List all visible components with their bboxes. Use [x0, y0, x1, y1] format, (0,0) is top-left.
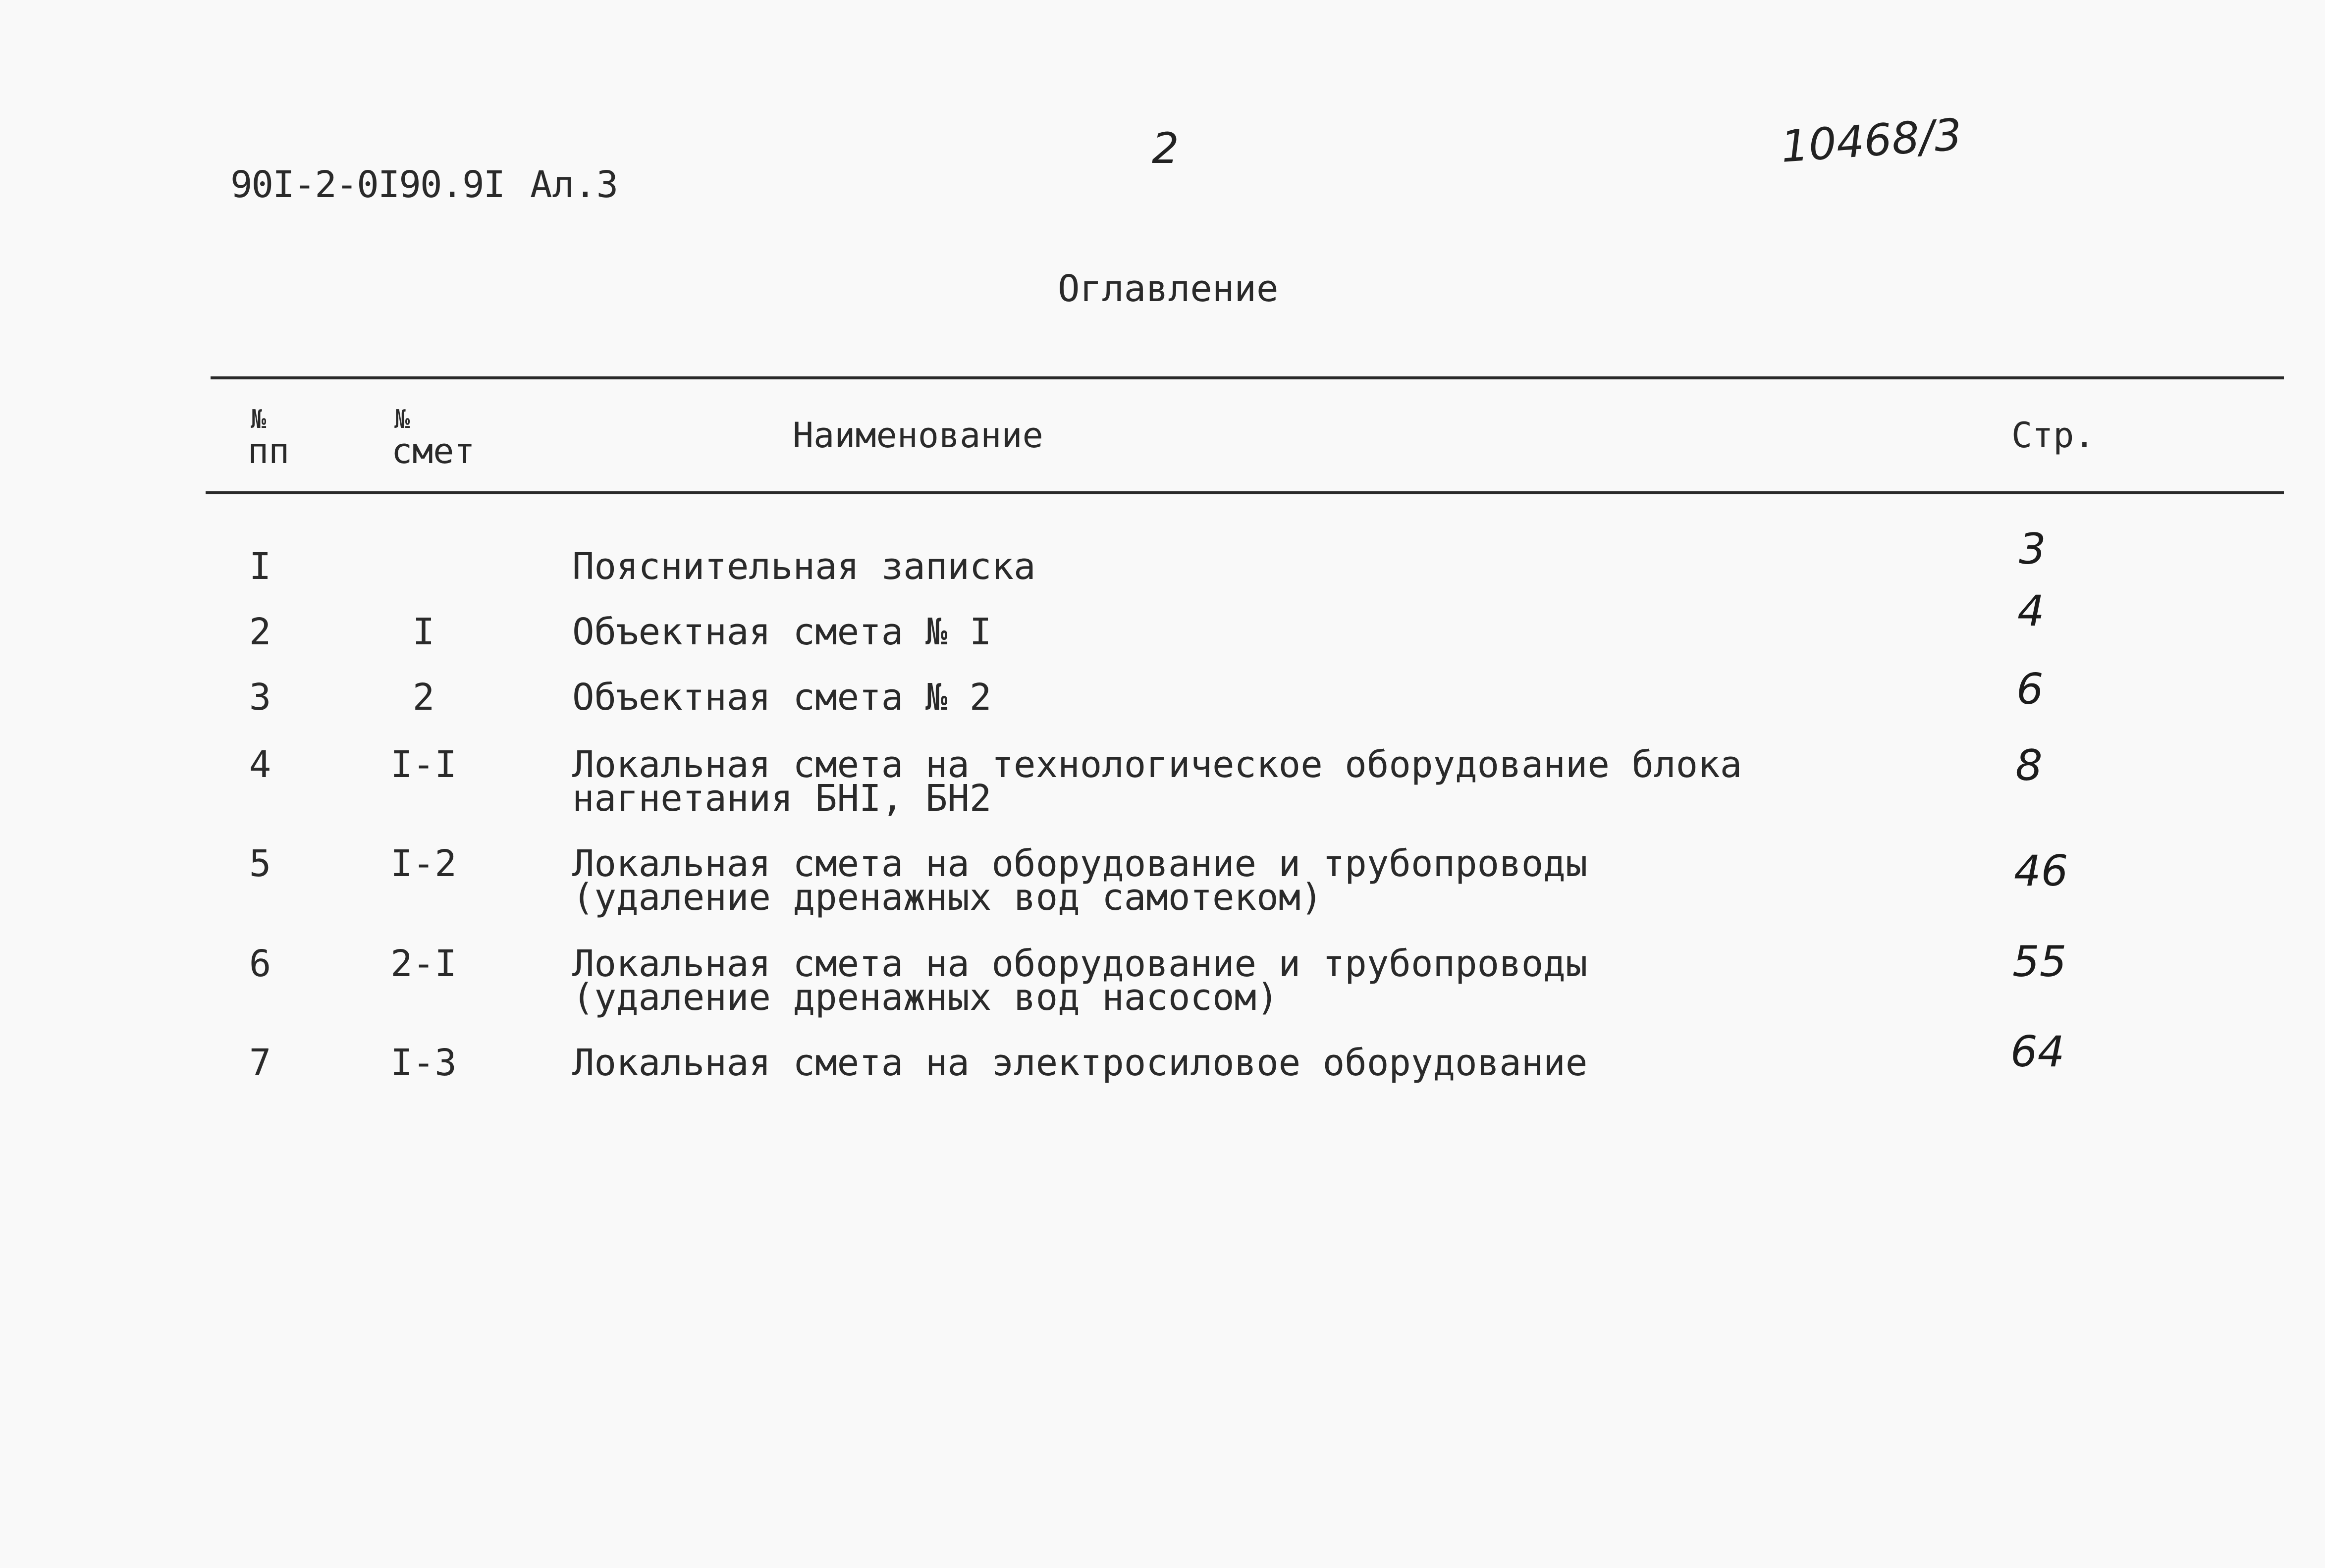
header-estimate-number-sign: № [394, 405, 410, 434]
row-2-page: 4 [2017, 586, 2045, 636]
album-sheet: Ал.3 [530, 163, 619, 206]
header-row-number-label: пп [248, 430, 290, 471]
header-estimate-number-label: смет [391, 430, 475, 471]
row-2-name: Объектная смета № I [572, 611, 992, 653]
row-7-name: Локальная смета на электросиловое оборудование [572, 1042, 1588, 1084]
row-3-name: Объектная смета № 2 [572, 676, 992, 719]
row-4-page: 8 [2015, 741, 2043, 790]
row-2-number: 2 [249, 611, 271, 653]
row-7-page: 64 [2010, 1027, 2065, 1077]
row-6-name: Локальная смета на оборудование и трубопроводы (удаление дренажных вод насосом) [572, 942, 1588, 1019]
page-number: 2 [1152, 124, 1179, 173]
row-5-estimate: I-2 [390, 842, 457, 885]
row-5-page: 46 [2014, 846, 2068, 896]
row-6-number: 6 [249, 942, 271, 985]
row-1-number: I [249, 545, 271, 588]
row-6-estimate: 2-I [390, 942, 457, 985]
document-code: 90I-2-0I90.9I [230, 163, 505, 206]
row-3-estimate: 2 [412, 676, 435, 719]
row-7-estimate: I-3 [390, 1042, 457, 1084]
toc-title: Оглавление [1058, 267, 1279, 310]
header-row-number [248, 406, 289, 470]
row-6-page: 55 [2012, 937, 2067, 987]
row-4-name: Локальная смета на технологическое оборудование блока нагнетания БНI, БН2 [572, 743, 1742, 820]
row-5-number: 5 [249, 842, 271, 885]
header-name: Наименование [793, 415, 1043, 456]
row-7-number: 7 [249, 1042, 271, 1084]
row-2-estimate: I [412, 611, 435, 653]
table-header-rule [206, 491, 2284, 494]
row-1-page: 3 [2019, 524, 2046, 574]
header-page: Стр. [2011, 415, 2095, 456]
row-1-name: Пояснительная записка [572, 545, 1036, 588]
row-3-number: 3 [249, 676, 271, 719]
header-estimate-number [391, 406, 475, 470]
table-top-rule [211, 376, 2284, 379]
row-3-page: 6 [2016, 665, 2044, 714]
header-row-number-sign: № [251, 405, 267, 434]
row-5-name: Локальная смета на оборудование и трубопроводы (удаление дренажных вод самотеком) [572, 842, 1588, 919]
archive-number: 10468/3 [1779, 108, 1964, 172]
row-4-number: 4 [249, 743, 271, 786]
row-4-estimate: I-I [390, 743, 457, 786]
